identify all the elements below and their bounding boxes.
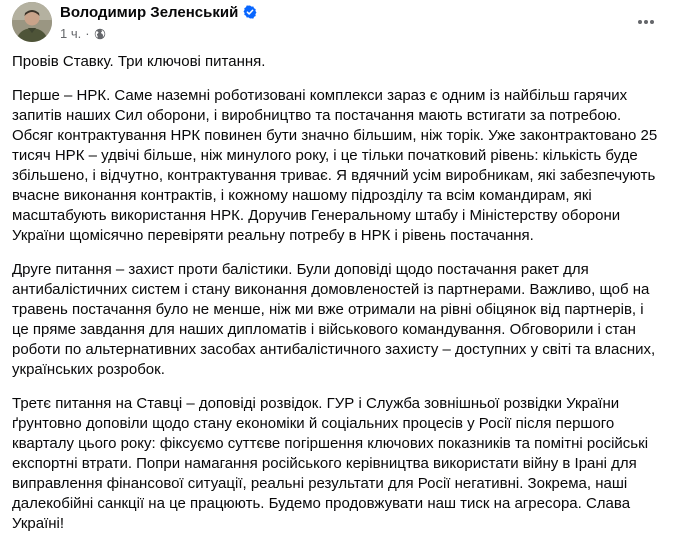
more-options-button[interactable] [630, 6, 662, 38]
author-avatar[interactable] [12, 2, 52, 42]
post-time[interactable]: 1 ч. [60, 26, 82, 41]
author-name[interactable]: Володимир Зеленський [60, 4, 239, 21]
post-paragraph-2: Перше – НРК. Саме наземні роботизовані комплекси зараз є одним із найбільш гарячих запитів наших Сил оборони, і виробництво та постачання мають встигати за потребою. Обсяг контрактування НРК повинен бути значно більшим, ніж торік. Уже законтрактовано 25 тисяч НРК – удвічі більше, ніж минулого року, і це тільки початковий рівень: кількість буде збільшено, і відчутно, контрактування триває. Я вдячний усім виробникам, які забезпечують вчасне виконання контрактів, і кожному нашому підрозділу та всім командирам, які масштабують використання НРК. Доручив Генеральному штабу і Міністерству оборони України щомісячно перевіряти реальну потребу в НРК і рівень постачання. [12, 87, 658, 244]
post-header [12, 2, 664, 46]
globe-icon[interactable] [94, 28, 106, 43]
verified-badge-icon [243, 5, 257, 23]
post-paragraph-3: Друге питання – захист проти балістики. Були доповіді щодо постачання ракет для антибалістичних систем і стану виконання домовленостей із партнерами. Важливо, щоб на травень постачання було не менше, ніж ми вже отримали на рівні обіцянок від партнерів, і це пряме завдання для наших дипломатів і військового командування. Обговорили і стан роботи по альтернативних засобах антибалістичного захисту – доступних у світі та власних, українських розробок. [12, 261, 656, 378]
post-paragraph-4: Третє питання на Ставці – доповіді розвідок. ГУР і Служба зовнішньої розвідки України ґрунтовно доповіли щодо стану економіки й соціальних процесів у Росії після першого кварталу цього року: фіксуємо суттєве погіршення ключових показників та помітні російські експортні втрати. Попри намагання російського керівництва використати війну в Ірані для виправлення фінансової ситуації, реальні результати для Росії негативні. Зокрема, наші далекобійні санкції на це працюють. Будемо продовжувати наш тиск на агресора. Слава Україні! [12, 395, 649, 532]
meta-separator: · [85, 26, 90, 41]
post-body [12, 52, 664, 548]
avatar-photo-icon [12, 2, 52, 42]
post-paragraph-1: Провів Ставку. Три ключові питання. [12, 53, 266, 70]
author-name-row [60, 4, 257, 23]
more-options-icon [636, 12, 656, 32]
post-meta [60, 26, 106, 43]
